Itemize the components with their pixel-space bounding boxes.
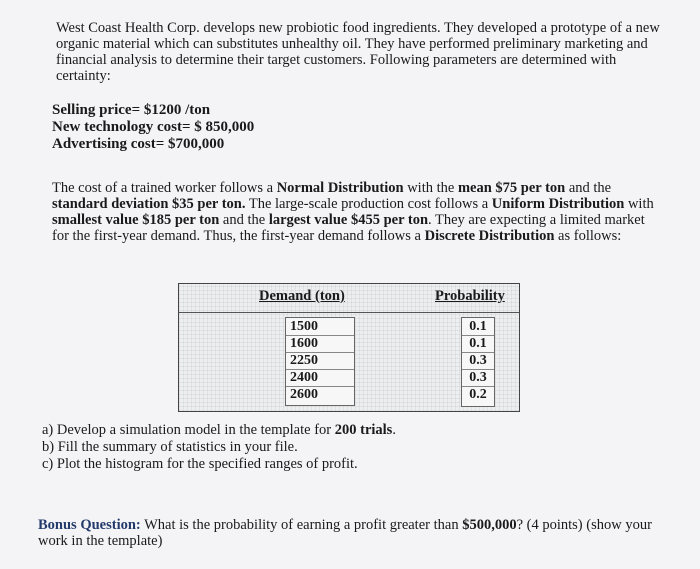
demand-cell: 2600: [290, 387, 318, 402]
probability-cell: 0.1: [469, 319, 487, 334]
parameters-list: [52, 102, 254, 153]
demand-cell: 2400: [290, 370, 318, 385]
probability-cell: 0.3: [469, 370, 487, 385]
bonus-threshold: $500,000: [462, 517, 517, 533]
demand-table: [178, 283, 520, 412]
dist-text-5: with: [624, 196, 654, 212]
bonus-text-2: ? (4 points) (show your work in the template): [38, 517, 652, 549]
task-list: [42, 422, 396, 473]
demand-header: Demand (ton): [259, 288, 345, 304]
task-a-trials: 200 trials: [334, 422, 393, 438]
dist-mean: mean $75 per ton: [457, 180, 566, 196]
task-a-end: .: [392, 422, 396, 438]
dist-text-2: with the: [403, 180, 458, 196]
task-c: c) Plot the histogram for the specified ranges of profit.: [42, 456, 358, 472]
dist-uniform: Uniform Distribution: [491, 196, 625, 212]
dist-sd: standard deviation $35 per ton.: [52, 196, 246, 212]
dist-text-3: and the: [565, 180, 612, 196]
demand-column: [285, 317, 355, 406]
task-b: b) Fill the summary of statistics in your file.: [42, 439, 298, 455]
dist-text-1: The cost of a trained worker follows a: [52, 180, 277, 196]
task-a: [42, 422, 396, 439]
header-divider: [179, 312, 519, 313]
intro-paragraph: West Coast Health Corp. develops new probiotic food ingredients. They developed a prototype of a new organic material which can substitutes unhealthy oil. They have performed preliminary marketing and financial analysis to determine their target customers. Following parameters are determined with certainty:: [56, 20, 660, 84]
bonus-label: Bonus Question:: [38, 517, 141, 533]
demand-cell: 2250: [290, 353, 318, 368]
demand-cell: 1600: [290, 336, 318, 351]
probability-header: Probability: [435, 288, 505, 304]
dist-normal: Normal Distribution: [276, 180, 404, 196]
probability-cell: 0.3: [469, 353, 487, 368]
probability-cell: 0.2: [469, 387, 487, 402]
dist-smallest: smallest value $185 per ton: [52, 212, 220, 228]
dist-largest: largest value $455 per ton: [268, 212, 429, 228]
dist-text-6: and the: [219, 212, 269, 228]
dist-text-4: The large-scale production cost follows a: [245, 196, 492, 212]
dist-text-8: as follows:: [554, 228, 622, 244]
technology-cost: New technology cost= $ 850,000: [52, 119, 255, 135]
probability-column: [461, 317, 495, 407]
dist-discrete: Discrete Distribution: [424, 228, 555, 244]
bonus-question: [38, 517, 660, 549]
advertising-cost: Advertising cost= $700,000: [52, 136, 225, 152]
probability-cell: 0.1: [469, 336, 487, 351]
selling-price: Selling price= $1200 /ton: [52, 102, 211, 118]
bonus-text-1: What is the probability of earning a profit greater than: [140, 517, 463, 533]
demand-cell: 1500: [290, 319, 318, 334]
task-a-text: a) Develop a simulation model in the template for: [42, 422, 335, 438]
distribution-paragraph: [52, 180, 658, 244]
dist-text-7: . They are expecting a limited market for the first-year demand. Thus, the first-year demand follows a: [52, 212, 645, 244]
